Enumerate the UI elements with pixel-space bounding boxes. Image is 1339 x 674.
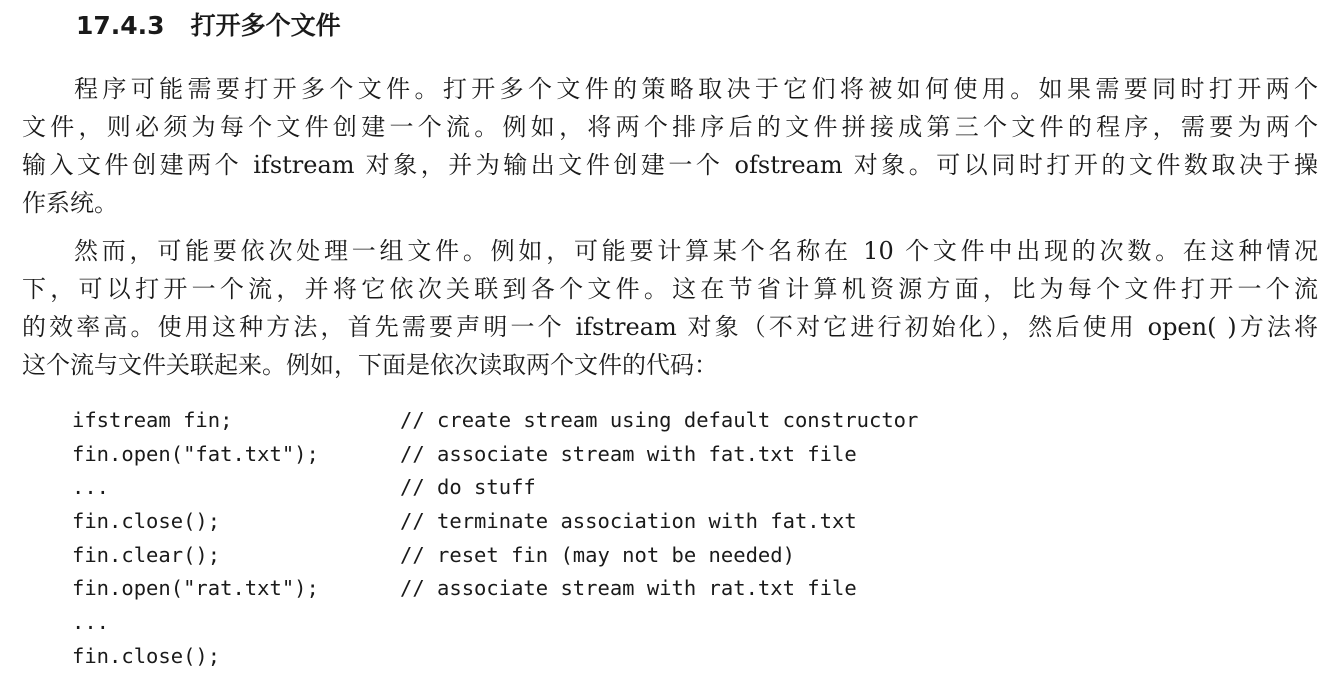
code-comment: // associate stream with fat.txt file bbox=[400, 441, 857, 466]
code-statement: ... bbox=[72, 475, 110, 500]
code-line bbox=[72, 572, 918, 606]
code-line bbox=[72, 539, 918, 573]
section-number: 17.4.3 bbox=[76, 11, 165, 40]
paragraph-line: 文件，则必须为每个文件创建一个流。例如，将两个排序后的文件拼接成第三个文件的程序，需要为两个 bbox=[22, 113, 1318, 141]
section-heading bbox=[76, 8, 341, 44]
code-comment: // associate stream with rat.txt file bbox=[400, 576, 857, 601]
code-comment: // terminate association with fat.txt bbox=[400, 509, 857, 534]
code-line bbox=[72, 505, 918, 539]
paragraph-line: 的效率高。使用这种方法，首先需要声明一个 ifstream 对象（不对它进行初始化），然后使用 open( )方法将 bbox=[22, 313, 1318, 341]
code-comment: // reset fin (may not be needed) bbox=[400, 542, 795, 567]
code-line bbox=[72, 640, 918, 674]
paragraph-2 bbox=[22, 232, 1318, 384]
section-title: 打开多个文件 bbox=[190, 11, 341, 40]
code-line bbox=[72, 471, 918, 505]
paragraph-line: 程序可能需要打开多个文件。打开多个文件的策略取决于它们将被如何使用。如果需要同时打开两个 bbox=[74, 75, 1318, 103]
paragraph-1 bbox=[22, 70, 1318, 222]
code-statement: fin.close(); bbox=[72, 509, 221, 534]
code-line bbox=[72, 404, 918, 438]
paragraph-line: 下，可以打开一个流，并将它依次关联到各个文件。这在节省计算机资源方面，比为每个文件打开一个流 bbox=[22, 275, 1318, 303]
code-statement: fin.close(); bbox=[72, 643, 221, 668]
paragraph-line: 输入文件创建两个 ifstream 对象，并为输出文件创建一个 ofstream 对象。可以同时打开的文件数取决于操 bbox=[22, 151, 1318, 179]
code-statement: fin.open("fat.txt"); bbox=[72, 441, 319, 466]
code-listing bbox=[72, 404, 918, 674]
code-line bbox=[72, 606, 918, 640]
code-statement: ... bbox=[72, 610, 110, 635]
code-statement: fin.open("rat.txt"); bbox=[72, 576, 319, 601]
code-statement: fin.clear(); bbox=[72, 542, 221, 567]
paragraph-line: 然而，可能要依次处理一组文件。例如，可能要计算某个名称在 10 个文件中出现的次数。在这种情况 bbox=[74, 237, 1318, 265]
code-comment: // create stream using default constructor bbox=[400, 408, 919, 432]
code-statement: ifstream fin; bbox=[72, 408, 233, 432]
paragraph-line: 作系统。 bbox=[22, 189, 118, 217]
code-line bbox=[72, 438, 918, 472]
code-comment: // do stuff bbox=[400, 475, 536, 500]
paragraph-line: 这个流与文件关联起来。例如，下面是依次读取两个文件的代码： bbox=[22, 351, 718, 379]
